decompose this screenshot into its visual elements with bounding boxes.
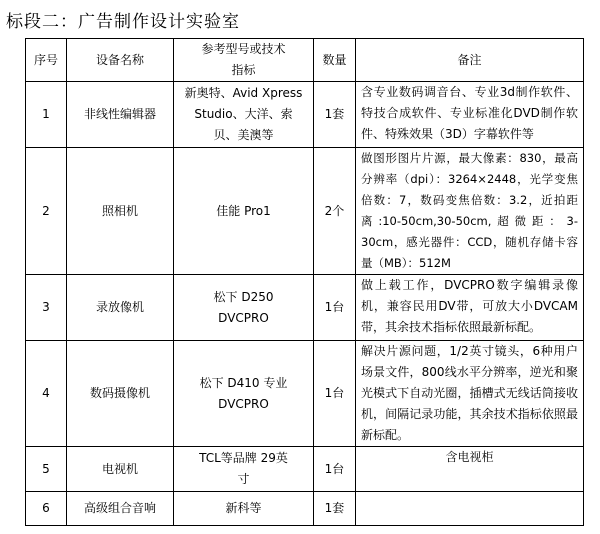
- cell-remark: [356, 492, 584, 526]
- header-spec: 参考型号或技术指标: [174, 39, 314, 82]
- cell-index: 1: [26, 82, 67, 148]
- table-row: [26, 275, 584, 341]
- cell-index: 2: [26, 148, 67, 275]
- cell-qty: 1台: [314, 275, 356, 341]
- cell-name: 数码摄像机: [67, 341, 174, 447]
- cell-qty: 1套: [314, 492, 356, 526]
- table-row: [26, 492, 584, 526]
- header-name: 设备名称: [67, 39, 174, 82]
- table-header-row: [26, 39, 584, 82]
- cell-qty: 1台: [314, 447, 356, 492]
- cell-spec: 新奥特、Avid Xpress Studio、大洋、索贝、美澳等: [174, 82, 314, 148]
- cell-remark: 含专业数码调音台、专业3d制作软件、特技合成软件、专业标准化DVD制作软件、特殊效果（3D）字幕软件等: [356, 82, 584, 148]
- cell-qty: 1套: [314, 82, 356, 148]
- equipment-table: [25, 38, 584, 526]
- table-row: [26, 341, 584, 447]
- cell-spec: 新科等: [174, 492, 314, 526]
- header-remark: 备注: [356, 39, 584, 82]
- cell-index: 6: [26, 492, 67, 526]
- cell-name: 电视机: [67, 447, 174, 492]
- header-qty: 数量: [314, 39, 356, 82]
- cell-qty: 2个: [314, 148, 356, 275]
- table-row: [26, 447, 584, 492]
- cell-index: 3: [26, 275, 67, 341]
- cell-name: 非线性编辑器: [67, 82, 174, 148]
- table-row: [26, 82, 584, 148]
- cell-qty: 1台: [314, 341, 356, 447]
- header-index: 序号: [26, 39, 67, 82]
- cell-remark: 做上载工作，DVCPRO数字编辑录像机，兼容民用DV带，可放大小DVCAM带，其余技术指标依照最新标配。: [356, 275, 584, 341]
- cell-name: 录放像机: [67, 275, 174, 341]
- table-row: [26, 148, 584, 275]
- cell-name: 高级组合音响: [67, 492, 174, 526]
- cell-spec: TCL等品牌 29英寸: [174, 447, 314, 492]
- cell-spec: 松下 D250 DVCPRO: [174, 275, 314, 341]
- cell-remark: 含电视柜: [356, 447, 584, 492]
- cell-spec: 松下 D410 专业 DVCPRO: [174, 341, 314, 447]
- section-title: 标段二：广告制作设计实验室: [6, 12, 240, 32]
- cell-remark: 解决片源问题，1/2英寸镜头，6种用户场景文件，800线水平分辨率，逆光和聚光模式下自动光圈，插槽式无线话筒接收机，间隔记录功能，其余技术指标依照最新标配。: [356, 341, 584, 447]
- cell-spec: 佳能 Pro1: [174, 148, 314, 275]
- cell-name: 照相机: [67, 148, 174, 275]
- cell-index: 5: [26, 447, 67, 492]
- cell-remark: 做图形图片片源，最大像素：830，最高分辨率（dpi）：3264×2448，光学变焦倍数：7，数码变焦倍数：3.2，近拍距离:10-50cm,30-50cm,超微距：3-30cm，感光器件：CCD，随机存储卡容量（MB）：512M: [356, 148, 584, 275]
- cell-index: 4: [26, 341, 67, 447]
